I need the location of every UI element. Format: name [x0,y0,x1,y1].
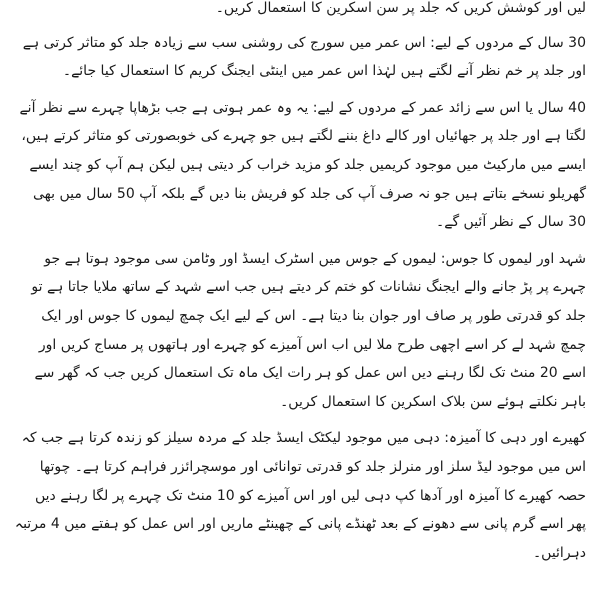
article-paragraph-intro-tail: لیں اور کوشش کریں کہ جلد پر سن اسکرین کا استعمال کریں۔ [215,0,586,16]
article-body [14,0,586,575]
article-paragraph-honey-lemon: شہد اور لیموں کا جوس: لیموں کے جوس میں اسٹرک ایسڈ اور وٹامن سی موجود ہوتا ہے جو چہرے پر پڑ جانے والے ایجنگ نشانات کو ختم کر دیتے ہیں جب اسے شہد کے ساتھ ملایا جاتا ہے تو جلد کو قدرتی طور پر صاف اور جوان بنا دیتا ہے۔ اس کے لیے ایک چمچ لیموں کا جوس اور ایک چمچ شہد لے کر اسے اچھی طرح ملا لیں اب اس آمیزے کو چہرے اور ہاتھوں پر مساج کریں اور اسے 20 منٹ تک لگا رہنے دیں اس عمل کو ہر رات ایک ماہ تک استعمال کریں جب کہ گھر سے باہر نکلتے ہوئے سن بلاک اسکرین کا استعمال کریں۔ [31,250,586,410]
article-paragraph-cucumber-yogurt: کھیرے اور دہی کا آمیزہ: دہی میں موجود لیکٹک ایسڈ جلد کے مردہ سیلز کو زندہ کرتا ہے جب کہ اس میں موجود لیڈ سلز اور منرلز جلد کو قدرتی توانائی اور موسچرائزر فراہم کرتا ہے۔ چوتھا حصہ کھیرے کا آمیزہ اور آدھا کپ دہی لیں اور اس آمیزے کو 10 منٹ تک چہرے پر لگا رہنے دیں پھر اسے گرم پانی سے دھونے کے بعد ٹھنڈے پانی کے چھینٹے ماریں اور اس عمل کو ہفتے میں 4 مرتبہ دہرائیں۔ [14,430,586,561]
article-paragraph-men-40: 40 سال یا اس سے زائد عمر کے مردوں کے لیے: یہ وہ عمر ہوتی ہے جب بڑھاپا چہرے سے نظر آنے لگتا ہے اور جلد پر جھائیاں اور کالے داغ بننے لگتے ہیں جو چہرے کی خوبصورتی کو متاثر کرتے ہیں، ایسے میں مارکیٹ میں موجود کریمیں جلد کو مزید خراب کر دیتی ہیں لیکن ہم آپ کو چند ایسے گھریلو نسخے بتاتے ہیں جو نہ صرف آپ کی جلد کو فریش بنا دیں گے بلکہ آپ 50 سال میں بھی 30 سال کے نظر آئیں گے۔ [19,99,586,231]
article-paragraph-men-30: 30 سال کے مردوں کے لیے: اس عمر میں سورج کی روشنی سب سے زیادہ جلد کو متاثر کرتی ہے اور جلد پر خم نظر آنے لگتے ہیں لہٰذا اس عمر میں اینٹی ایجنگ کریم کا استعمال کیا جائے۔ [22,34,586,80]
